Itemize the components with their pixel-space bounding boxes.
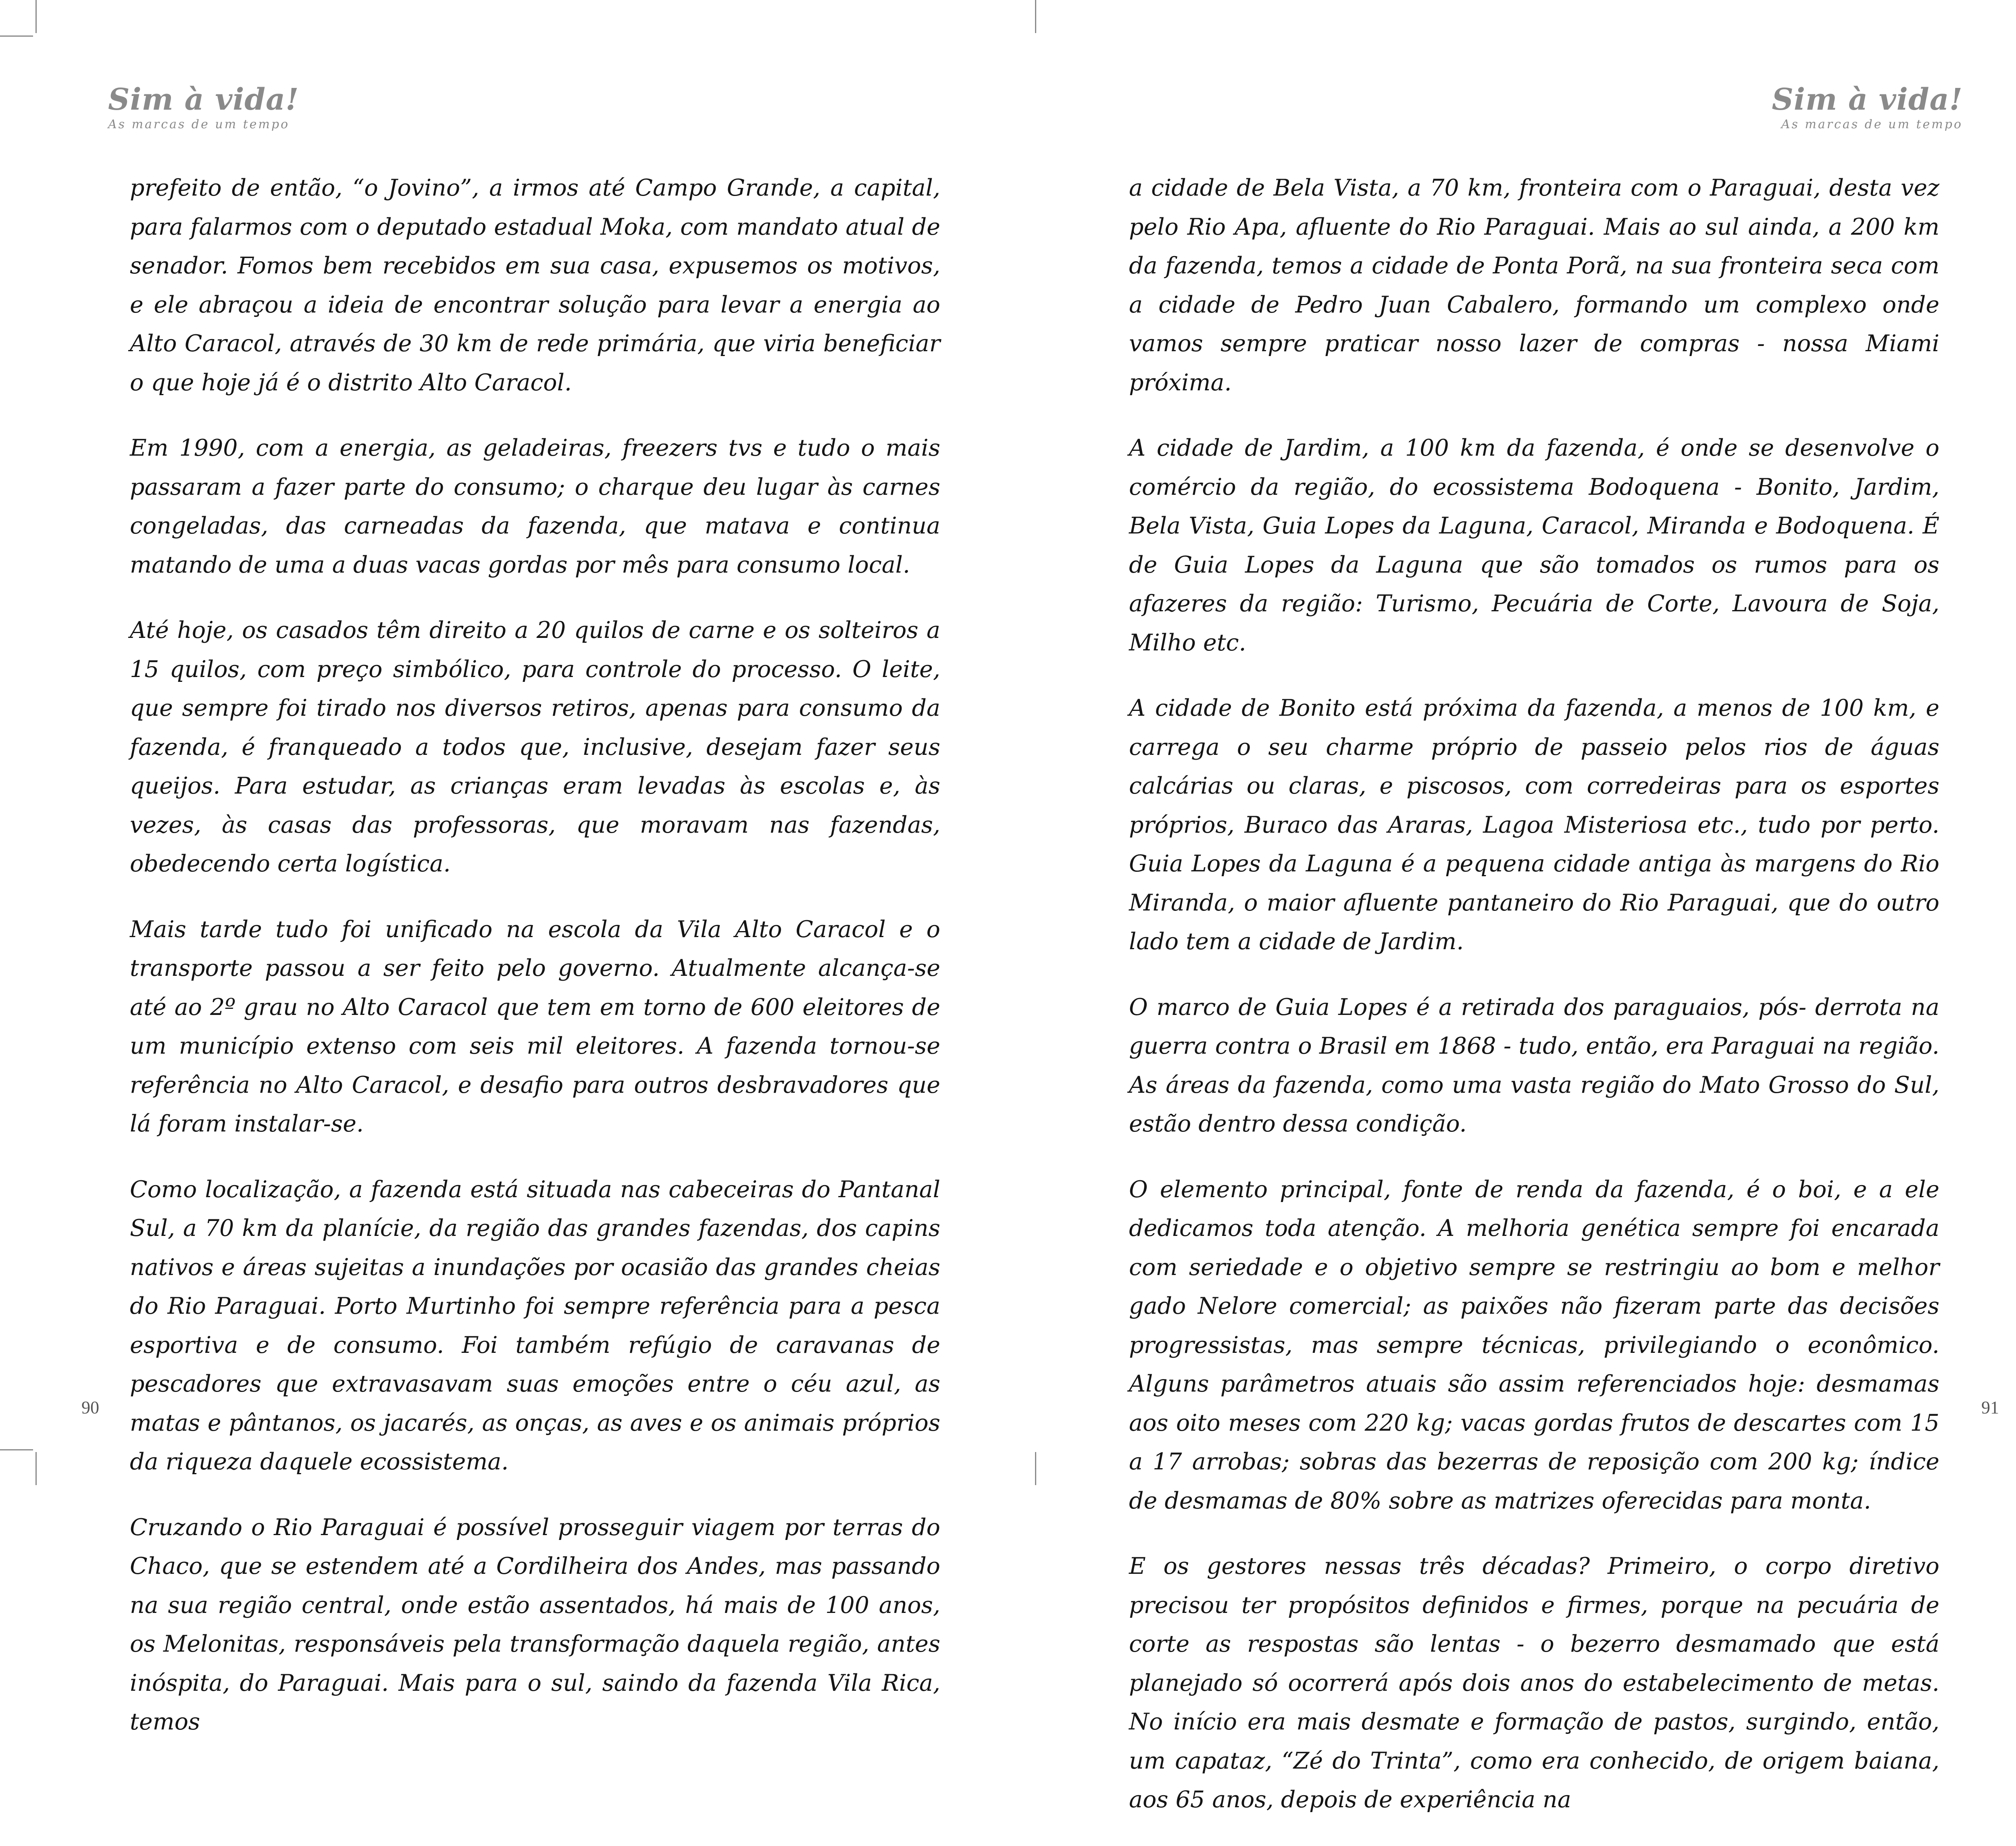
left-page (0, 0, 1035, 1735)
paragraph: A cidade de Jardim, a 100 km da fazenda, é onde se desenvolve o comércio da região, do ecossistema Bodoquena - Bonito, Jardim, Bela Vista, Guia Lopes da Laguna, Caracol, Miranda e Bodoquena. É de Guia Lopes da Laguna que são tomados os rumos para os afazeres da região: Turismo, Pecuária de Corte, Lavoura de Soja, Milho etc. (1129, 435, 1939, 656)
right-page (1035, 0, 2016, 1813)
paragraph: a cidade de Bela Vista, a 70 km, fronteira com o Paraguai, desta vez pelo Rio Apa, afluente do Rio Paraguai. Mais ao sul ainda, a 200 km da fazenda, temos a cidade de Ponta Porã, na sua fronteira seca com a cidade de Pedro Juan Cabalero, formando um complexo onde vamos sempre praticar nosso lazer de compras - nossa Miami próxima. (1129, 175, 1939, 396)
running-header (108, 82, 299, 131)
header-title: Sim à vida! (1772, 82, 1963, 117)
paragraph: A cidade de Bonito está próxima da fazenda, a menos de 100 km, e carrega o seu charme próprio de passeio pelos rios de águas calcárias ou claras, e piscosos, com corredeiras para os esportes próprios, Buraco das Araras, Lagoa Misteriosa etc., tudo por perto. Guia Lopes da Laguna é a pequena cidade antiga às margens do Rio Miranda, o maior afluente pantaneiro do Rio Paraguai, que do outro lado tem a cidade de Jardim. (1129, 695, 1939, 955)
header-title: Sim à vida! (108, 82, 299, 117)
paragraph: Até hoje, os casados têm direito a 20 quilos de carne e os solteiros a 15 quilos, com preço simbólico, para controle do processo. O leite, que sempre foi tirado nos diversos retiros, apenas para consumo da fazenda, é franqueado a todos que, inclusive, desejam fazer seus queijos. Para estudar, as crianças eram levadas às escolas e, às vezes, às casas das professoras, que moravam nas fazendas, obedecendo certa logística. (130, 617, 940, 877)
header-subtitle: As marcas de um tempo (108, 117, 290, 131)
paragraph: O marco de Guia Lopes é a retirada dos paraguaios, pós- derrota na guerra contra o Brasil em 1868 - tudo, então, era Paraguai na região. As áreas da fazenda, como uma vasta região do Mato Grosso do Sul, estão dentro dessa condição. (1129, 994, 1939, 1137)
paragraph: E os gestores nessas três décadas? Primeiro, o corpo diretivo precisou ter propósitos definidos e firmes, porque na pecuária de corte as respostas são lentas - o bezerro desmamado que está planejado só ocorrerá após dois anos do estabelecimento de metas. No início era mais desmate e formação de pastos, surgindo, então, um capataz, “Zé do Trinta”, como era conhecido, de origem baiana, aos 65 anos, depois de experiência na (1129, 1553, 1939, 1813)
body-text (1129, 169, 1939, 1846)
header-subtitle: As marcas de um tempo (1781, 117, 1963, 131)
paragraph: O elemento principal, fonte de renda da fazenda, é o boi, e a ele dedicamos toda atenção. A melhoria genética sempre foi encarada com seriedade e o objetivo sempre se restringiu ao bom e melhor gado Nelore comercial; as paixões não fizeram parte das decisões progressistas, mas sempre técnicas, privilegiando o econômico. Alguns parâmetros atuais são assim referenciados hoje: desmamas aos oito meses com 220 kg; vacas gordas frutos de descartes com 15 a 17 arrobas; sobras das bezerras de reposição com 200 kg; índice de desmamas de 80% sobre as matrizes oferecidas para monta. (1129, 1176, 1939, 1514)
paragraph: Em 1990, com a energia, as geladeiras, freezers tvs e tudo o mais passaram a fazer parte do consumo; o charque deu lugar às carnes congeladas, das carneadas da fazenda, que matava e continua matando de uma a duas vacas gordas por mês para consumo local. (130, 435, 940, 578)
page-number: 90 (81, 1398, 99, 1417)
page-number: 91 (1981, 1398, 1999, 1417)
paragraph: prefeito de então, “o Jovino”, a irmos até Campo Grande, a capital, para falarmos com o deputado estadual Moka, com mandato atual de senador. Fomos bem recebidos em sua casa, expusemos os motivos, e ele abraçou a ideia de encontrar solução para levar a energia ao Alto Caracol, através de 30 km de rede primária, que viria beneficiar o que hoje já é o distrito Alto Caracol. (130, 175, 940, 396)
body-text (130, 169, 940, 1768)
paragraph: Cruzando o Rio Paraguai é possível prosseguir viagem por terras do Chaco, que se estendem até a Cordilheira dos Andes, mas passando na sua região central, onde estão assentados, há mais de 100 anos, os Melonitas, responsáveis pela transformação daquela região, antes inóspita, do Paraguai. Mais para o sul, saindo da fazenda Vila Rica, temos (130, 1514, 940, 1735)
running-header (1772, 82, 1963, 131)
paragraph: Mais tarde tudo foi unificado na escola da Vila Alto Caracol e o transporte passou a ser feito pelo governo. Atualmente alcança-se até ao 2º grau no Alto Caracol que tem em torno de 600 eleitores de um município extenso com seis mil eleitores. A fazenda tornou-se referência no Alto Caracol, e desafio para outros desbravadores que lá foram instalar-se. (130, 916, 940, 1137)
paragraph: Como localização, a fazenda está situada nas cabeceiras do Pantanal Sul, a 70 km da planície, da região das grandes fazendas, dos capins nativos e áreas sujeitas a inundações por ocasião das grandes cheias do Rio Paraguai. Porto Murtinho foi sempre referência para a pesca esportiva e de consumo. Foi também refúgio de caravanas de pescadores que extravasavam suas emoções entre o céu azul, as matas e pântanos, os jacarés, as onças, as aves e os animais próprios da riqueza daquele ecossistema. (130, 1176, 940, 1475)
